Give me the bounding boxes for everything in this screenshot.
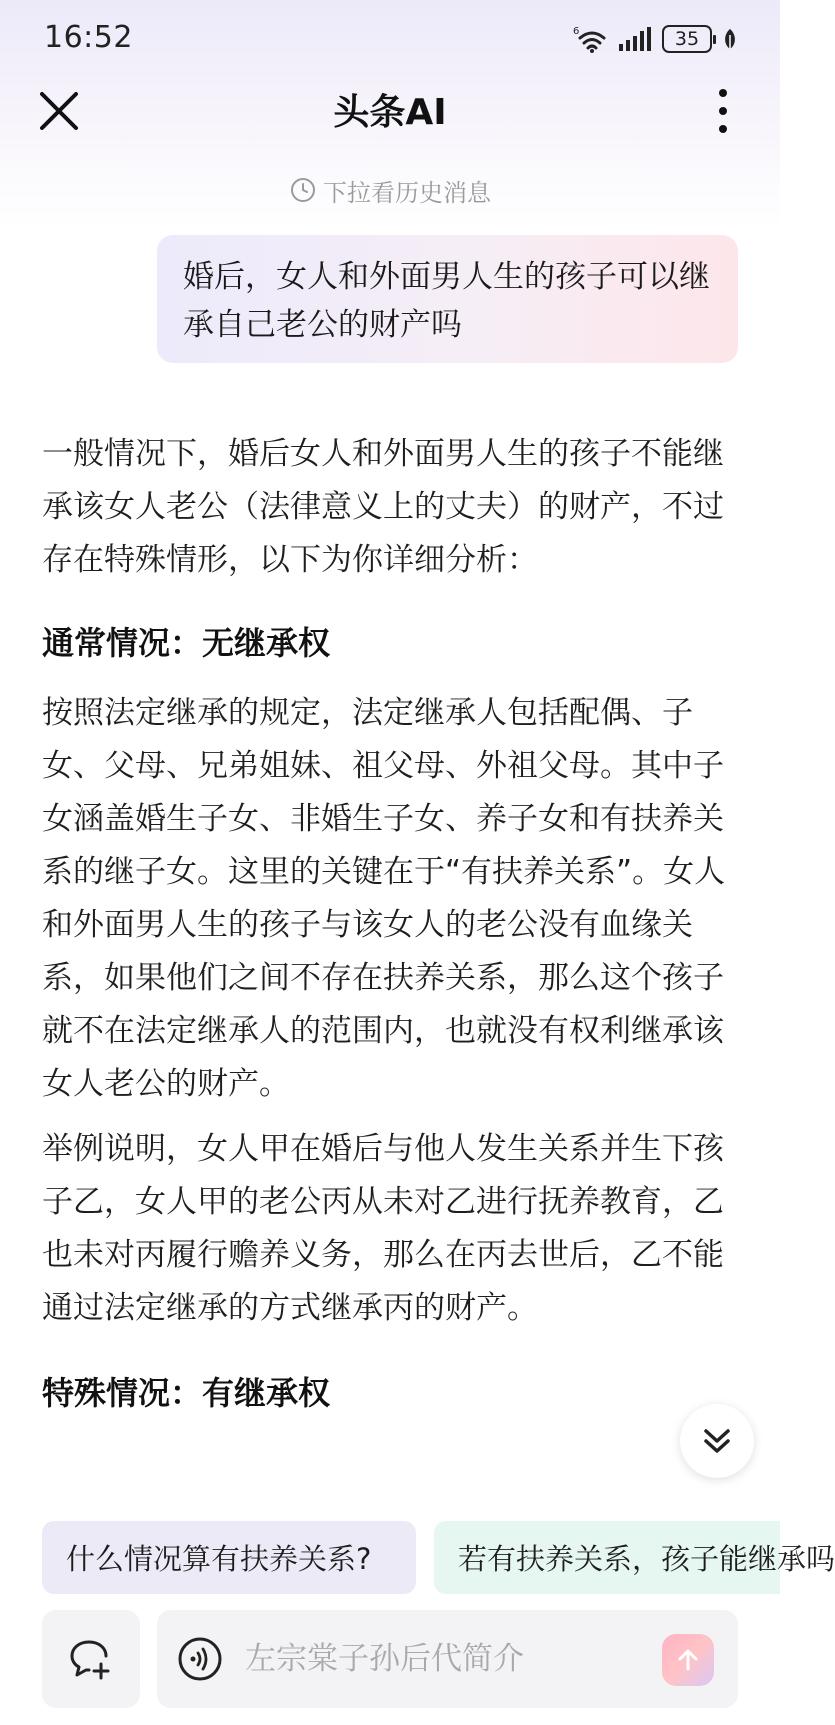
- message-input[interactable]: [245, 1632, 625, 1686]
- battery-icon: [662, 25, 712, 53]
- answer-paragraph: 按照法定继承的规定，法定继承人包括配偶、子女、父母、兄弟姐妹、祖父母、外祖父母。其中子女涵盖婚生子女、非婚生子女、养子女和有扶养关系的继子女。这里的关键在于“有扶养关系”。女人和外面男人生的孩子与该女人的老公没有血缘关系，如果他们之间不存在扶养关系，那么这个孩子就不在法定继承人的范围内，也就没有权利继承该女人老公的财产。: [42, 695, 726, 1102]
- new-chat-icon: [67, 1636, 115, 1682]
- suggestion-chip-label: 什么情况算有扶养关系?: [66, 1542, 372, 1576]
- suggestion-chip[interactable]: [42, 1521, 416, 1594]
- section-heading: 特殊情况：有继承权: [42, 1374, 331, 1412]
- clock-icon: [289, 176, 317, 204]
- ai-answer: [42, 428, 732, 1437]
- wifi-badge: 6: [573, 26, 580, 37]
- status-icons: [572, 22, 738, 56]
- status-time: 16:52: [44, 20, 133, 55]
- wifi-icon: [572, 24, 608, 54]
- voice-icon: [177, 1636, 223, 1682]
- status-bar: [0, 0, 780, 78]
- history-hint-label: 下拉看历史消息: [323, 178, 491, 207]
- more-vertical-icon: [710, 86, 736, 136]
- suggestion-chip[interactable]: [434, 1521, 835, 1594]
- history-hint[interactable]: [0, 172, 780, 208]
- new-chat-button[interactable]: [42, 1610, 140, 1708]
- answer-paragraph: 举例说明，女人甲在婚后与他人发生关系并生下孩子乙，女人甲的老公丙从未对乙进行抚养教育，乙也未对丙履行赡养义务，那么在丙去世后，乙不能通过法定继承的方式继承丙的财产。: [42, 1131, 724, 1326]
- message-input-box: [157, 1610, 738, 1708]
- voice-button[interactable]: [177, 1636, 223, 1682]
- user-message-text: 婚后，女人和外面男人生的孩子可以继承自己老公的财产吗: [183, 259, 710, 343]
- suggestion-chip-label: 若有扶养关系，孩子能继承吗: [458, 1542, 835, 1576]
- battery-level: 35: [674, 28, 700, 50]
- double-chevron-down-icon: [700, 1424, 734, 1458]
- section-heading: 通常情况：无继承权: [42, 624, 331, 662]
- user-message-bubble: [157, 235, 738, 363]
- scroll-to-bottom-button[interactable]: [680, 1404, 754, 1478]
- arrow-up-icon: [675, 1647, 701, 1673]
- signal-icon: [618, 26, 652, 52]
- leaf-icon: [722, 27, 738, 51]
- page-title: 头条AI: [333, 92, 447, 133]
- answer-intro: 一般情况下，婚后女人和外面男人生的孩子不能继承该女人老公（法律意义上的丈夫）的财产，不过存在特殊情形，以下为你详细分析：: [42, 436, 724, 578]
- send-button[interactable]: [662, 1634, 714, 1686]
- more-options-button[interactable]: [710, 86, 736, 136]
